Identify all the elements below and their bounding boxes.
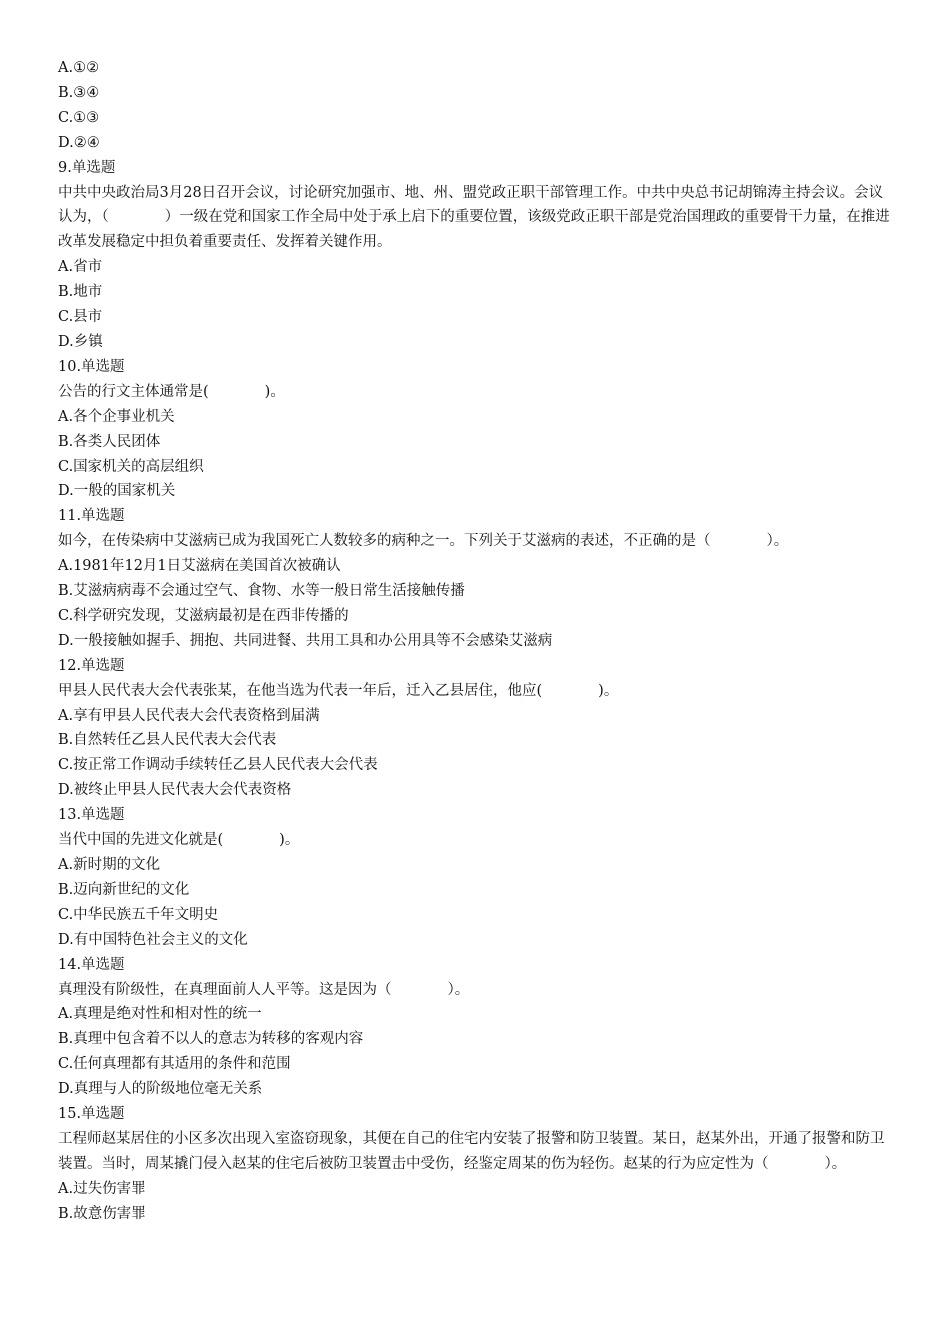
option: B.地市: [58, 284, 103, 301]
option: C.①③: [58, 109, 100, 126]
option: B.自然转任乙县人民代表大会代表: [58, 732, 277, 749]
option: C.中华民族五千年文明史: [58, 906, 219, 923]
question-stem: 当代中国的先进文化就是( )。: [58, 832, 300, 849]
option: C.按正常工作调动手续转任乙县人民代表大会代表: [58, 757, 378, 774]
question-stem: 真理没有阶级性，在真理面前人人平等。这是因为（ ）。: [58, 981, 470, 998]
option: B.③④: [58, 84, 100, 101]
option: A.省市: [58, 259, 103, 276]
document-page: [58, 56, 896, 1227]
option: D.一般接触如握手、拥抱、共同进餐、共用工具和办公用具等不会感染艾滋病: [58, 632, 553, 649]
option: A.新时期的文化: [58, 857, 161, 873]
question-9: [58, 156, 896, 355]
option: B.各类人民团体: [58, 433, 161, 450]
option: A.各个企事业机关: [58, 408, 175, 425]
option: A.真理是绝对性和相对性的统一: [58, 1006, 262, 1023]
question-header: 9.单选题: [58, 159, 116, 176]
option: A.1981年12月1日艾滋病在美国首次被确认: [58, 558, 341, 575]
option: B.艾滋病病毒不会通过空气、食物、水等一般日常生活接触传播: [58, 583, 465, 600]
question-stem: 如今，在传染病中艾滋病已成为我国死亡人数较多的病种之一。下列关于艾滋病的表述，不正确的是（ ）。: [58, 533, 789, 550]
question-10: [58, 355, 896, 504]
question-header: 10.单选题: [58, 358, 125, 375]
question-15: [58, 1102, 896, 1227]
question-header: 13.单选题: [58, 807, 125, 824]
question-stem: 甲县人民代表大会代表张某，在他当选为代表一年后，迁入乙县居住，他应( )。: [58, 682, 619, 699]
option: B.真理中包含着不以人的意志为转移的客观内容: [58, 1031, 364, 1048]
question-13: [58, 803, 896, 952]
question-header: 14.单选题: [58, 956, 125, 973]
option: D.被终止甲县人民代表大会代表资格: [58, 782, 292, 799]
option: A.享有甲县人民代表大会代表资格到届满: [58, 707, 320, 724]
option: C.科学研究发现，艾滋病最初是在西非传播的: [58, 607, 349, 624]
question-14: [58, 953, 896, 1102]
option: D.有中国特色社会主义的文化: [58, 931, 248, 948]
question-stem: 公告的行文主体通常是( )。: [58, 383, 285, 400]
question-11: [58, 504, 896, 653]
option: B.迈向新世纪的文化: [58, 881, 190, 898]
option: D.真理与人的阶级地位毫无关系: [58, 1081, 263, 1098]
question-12: [58, 654, 896, 803]
option: A.过失伤害罪: [58, 1180, 146, 1197]
question-stem: 中共中央政治局3月28日召开会议，讨论研究加强市、地、州、盟党政正职干部管理工作。中共中央总书记胡锦涛主持会议。会议认为，（ ）一级在党和国家工作全局中处于承上启下的重要位置，该级党政正职干部是党治国理政的重要骨干力量，在推进改革发展稳定中担负着重要责任、发挥着关键作用。: [58, 184, 890, 251]
option: B.故意伤害罪: [58, 1205, 146, 1222]
prev-question-options: [58, 56, 896, 156]
question-header: 15.单选题: [58, 1106, 125, 1123]
option: D.②④: [58, 134, 100, 151]
option: C.国家机关的高层组织: [58, 458, 204, 475]
question-header: 12.单选题: [58, 657, 125, 674]
option: D.一般的国家机关: [58, 483, 176, 500]
option: C.县市: [58, 309, 103, 326]
option: C.任何真理都有其适用的条件和范围: [58, 1056, 291, 1073]
question-stem: 工程师赵某居住的小区多次出现入室盗窃现象，其便在自己的住宅内安装了报警和防卫装置。某日，赵某外出，开通了报警和防卫装置。当时，周某撬门侵入赵某的住宅后被防卫装置击中受伤，经鉴定周某的伤为轻伤。赵某的行为应定性为（ ）。: [58, 1130, 885, 1172]
question-header: 11.单选题: [58, 508, 125, 525]
option: A.①②: [58, 60, 100, 76]
option: D.乡镇: [58, 333, 103, 350]
